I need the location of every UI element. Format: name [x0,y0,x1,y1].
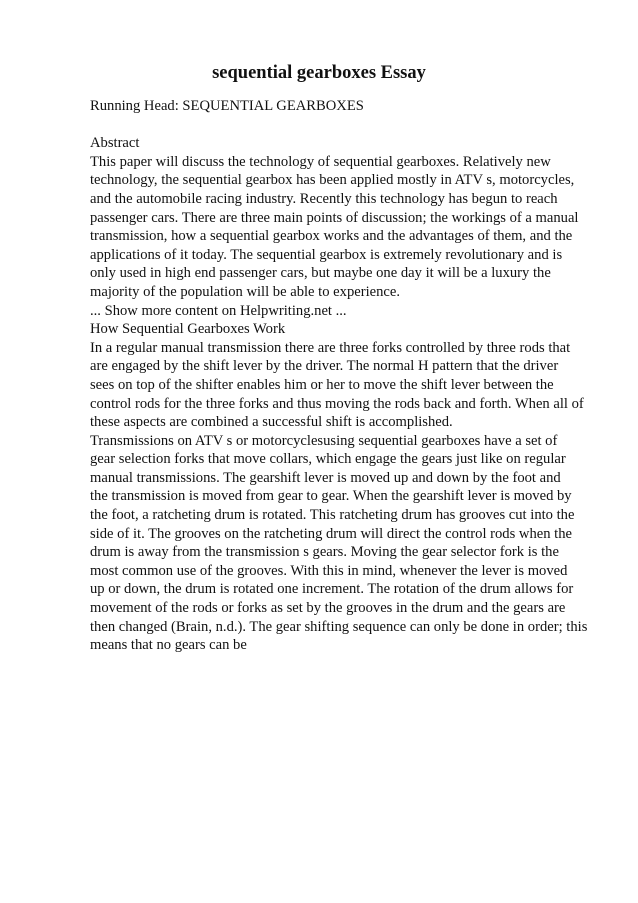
paragraph-line: gear selection forks that move collars, which engage the gears just like on regular [90,451,566,468]
paragraph-line: then changed (Brain, n.d.). The gear shifting sequence can only be done in order; this [90,618,588,635]
abstract-line: majority of the population will be able to experience. [90,283,401,300]
show-more-text: ... Show more content on Helpwriting.net ... [90,302,347,319]
abstract-line: passenger cars. There are three main points of discussion; the workings of a manual [90,209,579,226]
body-paragraph-1 [90,339,590,432]
paragraph-line: In a regular manual transmission there are three forks controlled by three rods that [90,339,571,356]
section-heading: How Sequential Gearboxes Work [90,321,286,338]
abstract-line: and the automobile racing industry. Recently this technology has begun to reach [90,190,558,207]
paragraph-line: sees on top of the shifter enables him or her to move the shift lever between the [90,376,554,393]
body-paragraph-2 [90,432,590,655]
paragraph-line: the transmission is moved from gear to gear. When the gearshift lever is moved by [90,488,572,505]
paragraph-line: Transmissions on ATV s or motorcyclesusing sequential gearboxes have a set of [90,432,558,449]
paragraph-line: drum is away from the transmission s gears. Moving the gear selector fork is the [90,544,559,561]
abstract-paragraph [90,153,590,302]
running-head: Running Head: SEQUENTIAL GEARBOXES [90,98,364,114]
paragraph-line: control rods for the three forks and thus moving the rods back and forth. When all of [90,395,584,412]
abstract-line: transmission, how a sequential gearbox works and the advantages of them, and the [90,228,573,245]
abstract-heading: Abstract [90,135,140,152]
paragraph-line: most common use of the grooves. With this in mind, whenever the lever is moved [90,562,568,579]
abstract-line: technology, the sequential gearbox has been applied mostly in ATV s, motorcycles, [90,172,575,189]
abstract-line: applications of it today. The sequential gearbox is extremely revolutionary and is [90,246,563,263]
paragraph-line: side of it. The grooves on the ratcheting drum will direct the control rods when the [90,525,573,542]
paragraph-line: are engaged by the shift lever by the driver. The normal H pattern that the driver [90,358,559,375]
document-title: sequential gearboxes Essay [212,63,426,83]
document-body [90,97,590,655]
spacer [90,116,590,135]
paragraph-line: these aspects are combined a successful shift is accomplished. [90,414,453,431]
abstract-line: This paper will discuss the technology of sequential gearboxes. Relatively new [90,153,551,170]
paragraph-line: up or down, the drum is rotated one increment. The rotation of the drum allows for [90,581,574,598]
paragraph-line: the foot, a ratcheting drum is rotated. This ratcheting drum has grooves cut into the [90,507,575,524]
abstract-line: only used in high end passenger cars, but maybe one day it will be a luxury the [90,265,551,282]
paragraph-line: manual transmissions. The gearshift lever is moved up and down by the foot and [90,469,561,486]
paragraph-line: movement of the rods or forks as set by the grooves in the drum and the gears are [90,600,566,617]
paragraph-line: means that no gears can be [90,637,247,654]
